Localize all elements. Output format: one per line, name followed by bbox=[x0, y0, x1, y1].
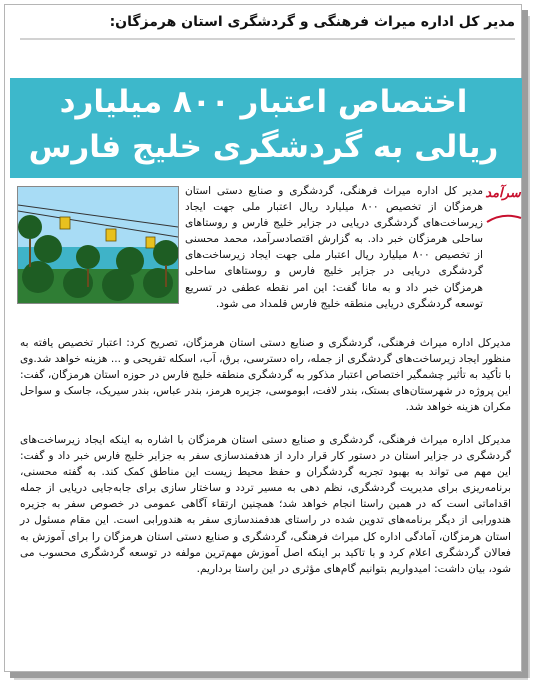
article-headline bbox=[14, 80, 513, 170]
headline-line-1: اختصاص اعتبار ۸۰۰ میلیارد bbox=[59, 84, 468, 120]
kicker-divider bbox=[20, 38, 515, 40]
headline-line-2: ریالی به گردشگری خلیج فارس bbox=[28, 129, 499, 165]
article-kicker: مدیر کل اداره میراث فرهنگی و گردشگری استان هرمزگان: bbox=[109, 14, 515, 30]
frame-shadow-right bbox=[522, 16, 530, 678]
cable-car-illustration bbox=[18, 187, 178, 303]
article-paragraph-1: مدیر کل اداره میراث فرهنگی، گردشگری و صنایع دستی استان هرمزگان از تخصیص ۸۰۰ میلیارد ریال اعتبار ملی جهت ایجاد زیرساخت‌های گردشگری دریایی در جزایر خلیج فارس و روستاهای ساحلی هرمزگان خبر داد. به گزارش اقتصادسرآمد، محمد محسنی از تخصیص ۸۰۰ میلیارد ریال اعتبار ملی جهت ایجاد زیرساخت‌های گردشگری دریایی در جزایر خلیج فارس و روستاهای ساحلی هرمزگان خبر داد و به مانا گفت: این امر نقطه عطفی در تسریع توسعه گردشگری دریایی منطقه خلیج فارس قلمداد می شود. bbox=[185, 185, 483, 310]
article-photo bbox=[17, 186, 179, 304]
article-paragraph-2: مدیرکل اداره میراث فرهنگی، گردشگری و صنایع دستی استان هرمزگان، تصریح کرد: اعتبار تخصیص یافته به منظور ایجاد زیرساخت‌های گردشگری از جمله، راه دسترسی، برق، آب، اسکله تفریحی و ... هزینه خواهد شد.وی با تأکید به تأثیر چشمگیر اختصاص اعتبار مذکور به گردشگری منطقه خلیج فارس در حوزه استان هرمزگان، گفت: این پروژه در شهرستان‌های بستک، بندر لافت، ابوموسی، جزیره هرمز، بندر عباس، بندر سیریک، جاسک و سواحل مکران هزینه خواهد شد. bbox=[20, 337, 511, 414]
article-paragraph-3: مدیرکل اداره میراث فرهنگی، گردشگری و صنایع دستی استان هرمزگان با اشاره به اینکه ایجاد زیرساخت‌های گردشگری در جزایر استان در دستور کار قرار دارد از هدفمندسازی سفر به جزایر خلیج فارس خبر داد و گفت: این مهم می تواند به بهبود تجربه گردشگران و حفظ محیط زیست این مناطق کمک کند. به گفته محسنی، برنامه‌ریزی برای مدیریت گردشگری، نظم دهی به مسیر تردد و ساختار سازی برای جابه‌جایی دریایی از جمله اقداماتی است که در همین راستا انجام خواهد شد؛ همچنین ارتقاء آگاهی عمومی در خصوص سفر به جزیره هندورابی از دیگر برنامه‌های تدوین شده در راستای هدفمندسازی سفر به هندورابی است. این مقام مسئول در استان هرمزگان، آمادگی اداره کل میراث فرهنگی، گردشگری و صنایع دستی استان هرمزگان را برای آموزش به فعالان گردشگری اعلام کرد و با تاکید بر اینکه اصل آموزش مهم‌ترین مولفه در توسعه گردشگری محسوب می شود، بیان داشت: امیدواریم بتوانیم گام‌های مؤثری در این راستا برداریم. bbox=[20, 434, 511, 575]
logo-swoosh-icon bbox=[485, 212, 523, 226]
frame-shadow-bottom bbox=[14, 672, 528, 680]
publication-logo: سرآمد bbox=[485, 186, 521, 201]
